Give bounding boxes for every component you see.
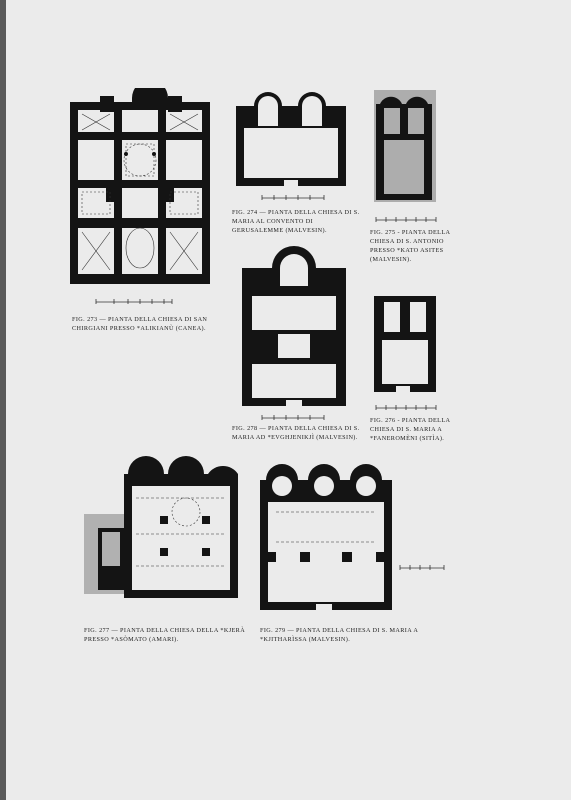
floor-plan-fig-278 xyxy=(242,246,346,406)
floor-plan-fig-279 xyxy=(260,458,392,610)
scale-bar-fig-273 xyxy=(94,296,174,306)
floor-plan-fig-277 xyxy=(84,452,240,598)
figure-caption-274: FIG. 274 — PIANTA DELLA CHIESA DI S. MARIA AL CONVENTO DI GERUSALEMME (MALVESIN). xyxy=(232,209,360,234)
figure-caption-275: FIG. 275 - PIANTA DELLA CHIESA DI S. ANTONIO PRESSO *KATO ASITES (MALVESIN). xyxy=(370,229,451,263)
figure-caption-277: FIG. 277 — PIANTA DELLA CHIESA DELLA *KJERÀ PRESSO *ASÒMATO (AMARI). xyxy=(84,627,246,643)
figure-caption-276: FIG. 276 - PIANTA DELLA CHIESA DI S. MARIA A *FANEROMÈNI (SITÌA). xyxy=(370,417,451,442)
floor-plan-fig-276 xyxy=(374,288,436,392)
scale-bar-fig-274 xyxy=(260,192,326,202)
floor-plan-fig-274 xyxy=(236,86,346,186)
scale-bar-fig-276 xyxy=(374,402,438,412)
figure-caption-278: FIG. 278 — PIANTA DELLA CHIESA DI S. MARIA AD *EVGHJENIKJÌ (MALVESIN). xyxy=(232,425,360,441)
scale-bar-fig-279 xyxy=(398,562,446,572)
scale-bar-fig-275 xyxy=(374,214,438,224)
figure-caption-273: FIG. 273 — PIANTA DELLA CHIESA DI SAN CHIRGIANI PRESSO *ALIKIANÙ (CANEA). xyxy=(72,316,208,332)
book-page xyxy=(6,0,571,800)
figure-caption-279: FIG. 279 — PIANTA DELLA CHIESA DI S. MARIA A *KJITHARÌSSA (MALVESIN). xyxy=(260,627,418,643)
floor-plan-fig-273 xyxy=(70,88,210,284)
scale-bar-fig-278 xyxy=(260,412,326,422)
floor-plan-fig-275 xyxy=(372,90,438,202)
